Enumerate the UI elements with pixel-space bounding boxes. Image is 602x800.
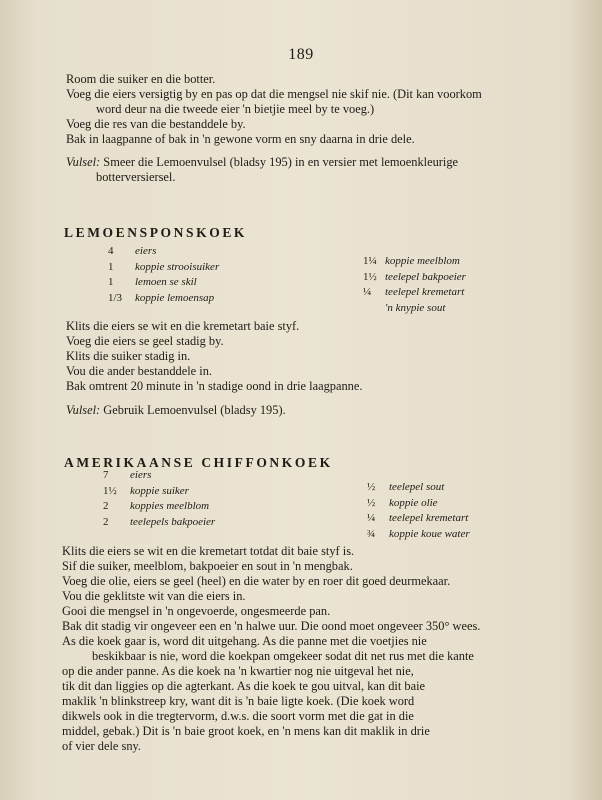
filling-text-continued: botterversiersel. <box>96 170 176 184</box>
ingredient-row: 4 eiers <box>108 245 157 257</box>
method-line: dikwels ook in die tregtervorm, d.w.s. die soort vorm met die gat in die <box>62 709 414 723</box>
ingredient-row: 2 teelepels bakpoeier <box>103 515 216 528</box>
recipe1-filling <box>66 403 536 418</box>
ingredient-row: ½ teelepel sout <box>367 481 445 493</box>
ingredient-row: 1½ teelepel bakpoeier <box>363 270 466 283</box>
method-line: As die koek gaar is, word dit uitgehang. As die panne met die voetjies nie <box>62 634 427 648</box>
ingredient-row: 1½ koppie suiker <box>103 484 189 497</box>
ingredient-row: 7 eiers <box>103 469 152 481</box>
method-line: of vier dele sny. <box>62 739 142 753</box>
method-line: Voeg die eiers se geel stadig by. <box>66 334 224 348</box>
ingredient-row: 1¼ koppie meelblom <box>363 255 460 267</box>
method-line: middel, gebak.) Dit is 'n baie groot koek, en 'n mens kan dit maklik in drie <box>62 724 430 738</box>
ingredients-right-2 <box>367 480 470 542</box>
intro-line: Voeg die res van die bestanddele by. <box>66 117 246 131</box>
intro-line: Bak in laagpanne of bak in 'n gewone vorm en sny daarna in drie dele. <box>66 132 415 146</box>
method-line: Sif die suiker, meelblom, bakpoeier en sout in 'n mengbak. <box>62 559 353 573</box>
method-line: Vou die geklitste wit van die eiers in. <box>62 589 246 603</box>
intro-line: Voeg die eiers versigtig by en pas op dat die mengsel nie skif nie. (Dit kan voorkom <box>66 87 482 101</box>
method-line: Bak omtrent 20 minute in 'n stadige oond in drie laagpanne. <box>66 379 363 393</box>
ingredient-row: ¾ koppie koue water <box>367 527 470 540</box>
recipe-title-amerikaanse-chiffonkoek: AMERIKAANSE CHIFFONKOEK <box>64 455 333 470</box>
method-line: Klits die suiker stadig in. <box>66 349 191 363</box>
ingredients-right-1 <box>363 254 466 316</box>
ingredient-row: 'n knypie sout <box>385 301 446 314</box>
ingredient-row: ¼ teelepel kremetart <box>363 286 465 298</box>
ingredient-row: 1 koppie strooisuiker <box>108 260 220 273</box>
ingredient-row: 1/3 koppie lemoensap <box>108 291 215 304</box>
filling-text: Gebruik Lemoenvulsel (bladsy 195). <box>103 403 286 417</box>
method-2 <box>62 544 542 754</box>
method-line: tik dit dan liggies op die agterkant. As die koek te gou uitval, kan dit baie <box>62 679 426 693</box>
method-line: beskikbaar is nie, word die koekpan omgekeer sodat dit net rus met die kante <box>92 649 474 663</box>
method-line: Klits die eiers se wit en die kremetart totdat dit baie styf is. <box>62 544 355 558</box>
ingredient-row: 2 koppies meelblom <box>103 500 210 512</box>
intro-filling <box>66 155 536 170</box>
method-1 <box>66 319 536 418</box>
ingredient-row: ¼ teelepel kremetart <box>367 512 469 524</box>
method-line: Klits die eiers se wit en die kremetart baie styf. <box>66 319 300 333</box>
intro-line: Room die suiker en die botter. <box>66 72 216 86</box>
intro-section <box>66 72 536 185</box>
method-line: Voeg die olie, eiers se geel (heel) en die water by en roer dit goed deurmekaar. <box>62 574 451 588</box>
filling-label: Vulsel: <box>66 155 101 169</box>
method-line: Vou die ander bestanddele in. <box>66 364 213 378</box>
method-line: maklik 'n blinkstreep kry, want dit is 'n baie ligte koek. (Die koek word <box>62 694 415 708</box>
ingredient-row: ½ koppie olie <box>367 496 438 509</box>
ingredient-row: 1 lemoen se skil <box>108 276 197 288</box>
ingredients-left-2 <box>103 468 215 530</box>
recipe-title-lemoensponskoek: LEMOENSPONSKOEK <box>64 225 248 240</box>
intro-line: word deur na die tweede eier 'n bietjie meel by te voeg.) <box>96 102 375 116</box>
method-line: Bak dit stadig vir ongeveer een en 'n halwe uur. Die oond moet ongeveer 350° wees. <box>62 619 481 633</box>
filling-text: Smeer die Lemoenvulsel (bladsy 195) in en versier met lemoenkleurige <box>103 155 459 169</box>
filling-label: Vulsel: <box>66 403 101 417</box>
method-line: Gooi die mengsel in 'n ongevoerde, ongesmeerde pan. <box>62 604 331 618</box>
method-line: op die ander panne. As die koek na 'n kwartier nog nie uitgeval het nie, <box>62 664 414 678</box>
ingredients-left-1 <box>108 244 219 306</box>
page-number: 189 <box>288 46 314 63</box>
